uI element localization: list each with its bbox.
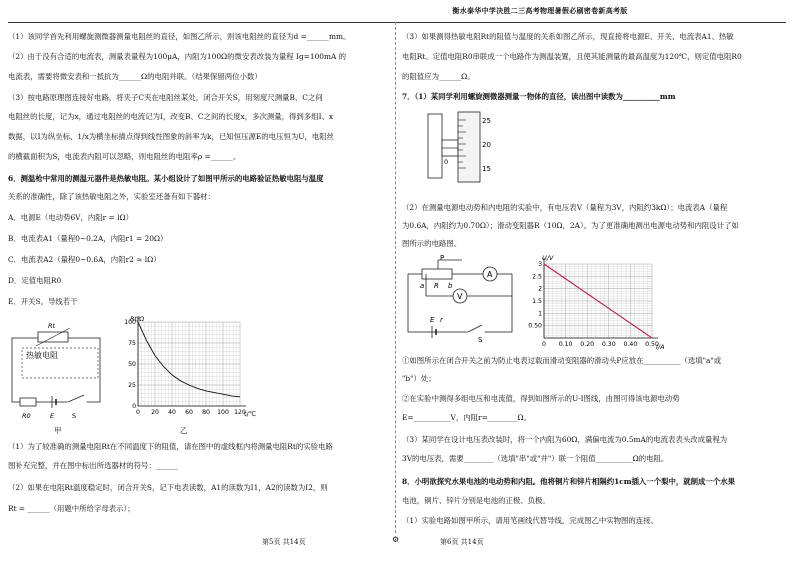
chart2-y-ticks (528, 261, 542, 330)
q3-line4: 的横截面积为S，电流表内阻可以忽略，则电阻丝的电阻率ρ =______。 (8, 152, 241, 161)
rt-symbol: Rt (48, 322, 56, 330)
y-tick-label: 0 (132, 403, 136, 410)
x-tick-label: 40 (168, 409, 176, 416)
part1-line2: 图补充完整，并在图中标出所选器材的符号：______ (8, 461, 178, 470)
x-tick-label: 100 (217, 409, 229, 416)
s-symbol: S (72, 412, 77, 420)
q6-line1: 6．测温枪中常用的测温元器件是热敏电阻。某小组设计了如图甲所示的电路验证热敏电阻与温度 (8, 174, 324, 183)
footer-right-page: 第6页 共14页 (440, 538, 484, 546)
y-tick-label: 25 (128, 382, 136, 389)
x-tick-label: 0.40 (623, 341, 638, 348)
chart1-xlabel: t/℃ (244, 410, 257, 418)
label-s: S (478, 336, 483, 342)
page-header (0, 6, 794, 20)
option-a: A．电源E（电动势6V，内阻r = lΩ） (8, 213, 133, 222)
q8-line3: （1）实验电路如图甲所示，请用笔画线代替导线，完成图乙中实物图的连接。 (402, 516, 658, 525)
footer-left-page: 第5页 共14页 (262, 538, 306, 546)
part1-line1: （1）为了较准确的测量电阻Rt在不同温度下的阻值，请在图中的虚线框内将测量电阻Rt的实验电路 (8, 442, 333, 451)
thermistor-label: 热敏电阻 (26, 351, 58, 360)
sleeve-zero: 0 (444, 158, 449, 166)
circuit-emf (402, 254, 522, 342)
chart1-x-ticks (136, 409, 246, 416)
y-tick-label: 2.5 (532, 273, 542, 281)
q3-line3: 数据，以I为纵坐标、1/x为横坐标描点得到线性图象的斜率为k，已知恒压源E的电压恒为U，电阻丝 (8, 132, 335, 141)
sub3-line2: 3V的电压表，需要________（选填"串"或"并"）联一个阻值__________Ω的电阻。 (402, 454, 669, 463)
y-tick-label: 0.50 (528, 322, 542, 330)
chart2-xlabel: I/A (656, 343, 665, 351)
column-divider (395, 22, 396, 533)
thimble-tick-15: 15 (482, 165, 491, 173)
option-d: D．定值电阻R0 (8, 276, 62, 285)
thimble-tick-20: 20 (482, 141, 491, 149)
q7-line3: 为0.6A，内阻约为0.70Ω）；滑动变阻器R（10Ω，2A）。为了更准确地测出电源电动势和内阻设计了如 (402, 221, 739, 230)
chart-rt-vs-t (116, 312, 266, 424)
r0-resistor (20, 398, 36, 406)
q2-line1: （2）由于没有合适的电流表，测量表量程为100μA，内阻为100Ω的微安表改装为量程 Ig=100mA 的 (8, 52, 347, 61)
option-e: E．开关S，导线若干 (8, 297, 78, 306)
r0-symbol: R0 (22, 412, 31, 420)
label-a: a (420, 282, 425, 290)
y-tick-label: 1.5 (532, 298, 542, 305)
header-title: 衡水泰华中学决胜二三高考物理暑假必刷密卷新高考版 (452, 6, 628, 15)
chart1-grid (138, 322, 240, 406)
label-b: b (448, 282, 453, 290)
label-r: R (434, 282, 439, 290)
voltmeter-label: V (457, 292, 463, 301)
micrometer-frame (428, 114, 442, 178)
chart2-x-ticks (542, 341, 659, 348)
y-tick-label: 75 (128, 340, 136, 347)
q3-line2: 电阻丝的长度，记为x，通过电阻丝的电流记为I，改变B、C之间的长度x，多次测量，得到多组I、x (8, 112, 334, 121)
x-tick-label: 0.50 (645, 341, 659, 348)
q2-line2: 电流表，需要将微安表和一抵抗为______Ω的电阻并联。（结果保留两位小数） (8, 72, 262, 81)
slider-p: P (440, 254, 445, 262)
sub1-line2: "b"）处； (402, 374, 436, 383)
x-tick-label: 0.20 (580, 341, 595, 348)
q7-line2: （2）在测量电源电动势和内电阻的实验中，有电压表V（量程为3V，内阻约3kΩ）；电流表A（量程 (402, 203, 728, 212)
y-tick-label: 3 (538, 261, 542, 268)
x-tick-label: 0.10 (558, 341, 573, 348)
label-r-internal: r (440, 316, 443, 324)
y-tick-label: 1 (538, 310, 542, 318)
chart1-y-ticks (124, 319, 136, 410)
rheostat (422, 269, 452, 279)
chart-u-vs-i (520, 252, 672, 352)
micrometer-figure (422, 104, 512, 190)
x-tick-label: 20 (151, 409, 159, 416)
circuit-jia (8, 314, 118, 424)
sub2-line2: E=__________V，内阻r=________Ω。 (402, 413, 531, 422)
q6-line2: 关系的准确性，除了该热敏电阻之外，实验室还备有如下器材： (8, 192, 215, 201)
e-symbol: E (50, 412, 55, 420)
x-tick-label: 0 (542, 341, 546, 348)
sub2-line1: ②在实验中测得多组电压和电流值，得到如图所示的U-I图线，由图可得该电源电动势 (402, 394, 680, 403)
option-c: C．电流表A2（量程0~0.6A，内阻r2 ≈ lΩ） (8, 255, 161, 264)
switch-gap (68, 398, 86, 406)
y-tick-label: 100 (124, 319, 136, 326)
q1-text: （1）该同学首先利用螺旋测微器测量电阻丝的直径，如图乙所示，则该电阻丝的直径为d =______mm。 (8, 32, 351, 41)
label-e: E (430, 316, 435, 324)
figure-label-yi: 乙 (180, 426, 188, 435)
x-tick-label: 120 (234, 409, 246, 416)
ammeter-label: A (487, 270, 493, 279)
q7-line4: 图所示的电路图。 (402, 239, 462, 248)
q8-line1: 8．小明欲探究水果电池的电动势和内阻。他将铜片和锌片相隔约1cm插入一个梨中，就制成一个水果 (402, 477, 736, 486)
sub3-line1: （3）某同学在设计电压表改装时，将一个内阻为60Ω，满偏电流为0.5mA的电流表表头改成量程为 (402, 435, 728, 444)
x-tick-label: 0.30 (601, 341, 616, 348)
thimble-tick-25: 25 (482, 117, 491, 125)
q8-line2: 电池，铜片、锌片分别是电池的正极、负极。 (402, 496, 550, 505)
rq3-line1: （3）如果测得热敏电阻Rt的阻值与温度的关系如图乙所示，现直接将电源E、开关、电流表A1、热敏 (402, 32, 734, 41)
chart2-ylabel: U/V (542, 254, 554, 262)
part2-line2: Rt = ______（用题中所给字母表示）； (8, 504, 135, 513)
y-tick-label: 2 (538, 285, 542, 293)
sub1-line1: ①如图所示在闭合开关之前为防止电表过载而滑动变阻器的滑动头P应放在__________（选填"a"或 (402, 356, 722, 365)
chart1-ylabel: Rt/Ω (130, 315, 145, 323)
figure-label-jia: 甲 (54, 426, 62, 435)
option-b: B．电流表A1（量程0~0.2A，内阻r1 = 20Ω） (8, 234, 168, 243)
header-rule (8, 22, 786, 23)
x-tick-label: 80 (202, 409, 210, 416)
switch2-gap (468, 328, 484, 336)
rq3-line2: 电阻Rt、定值电阻R0串联成一个电路作为测温装置，且使其能测量的最高温度为120℃，则定值电阻R0 (402, 52, 742, 61)
y-tick-label: 50 (128, 361, 136, 368)
q7-line1: 7．（1）某同学利用螺旋测微器测量一物体的直径，读出图中读数为__________mm (402, 92, 676, 101)
part2-line1: （2）如果在电阻Rt温度稳定时，闭合开关S，记下电表读数，A1的读数为I1，A2的读数为I2，则 (8, 483, 328, 492)
x-tick-label: 0 (136, 409, 140, 416)
micrometer-thimble (458, 112, 480, 182)
q3-line1: （3）按电路原理图连接好电路，将夹子C夹在电阻丝某处，闭合开关S，用刻度尺测量B、C之间 (8, 93, 323, 102)
x-tick-label: 60 (185, 409, 193, 416)
rq3-line3: 的阻值应为______Ω。 (402, 72, 475, 81)
gear-icon: ⚙ (392, 535, 400, 544)
